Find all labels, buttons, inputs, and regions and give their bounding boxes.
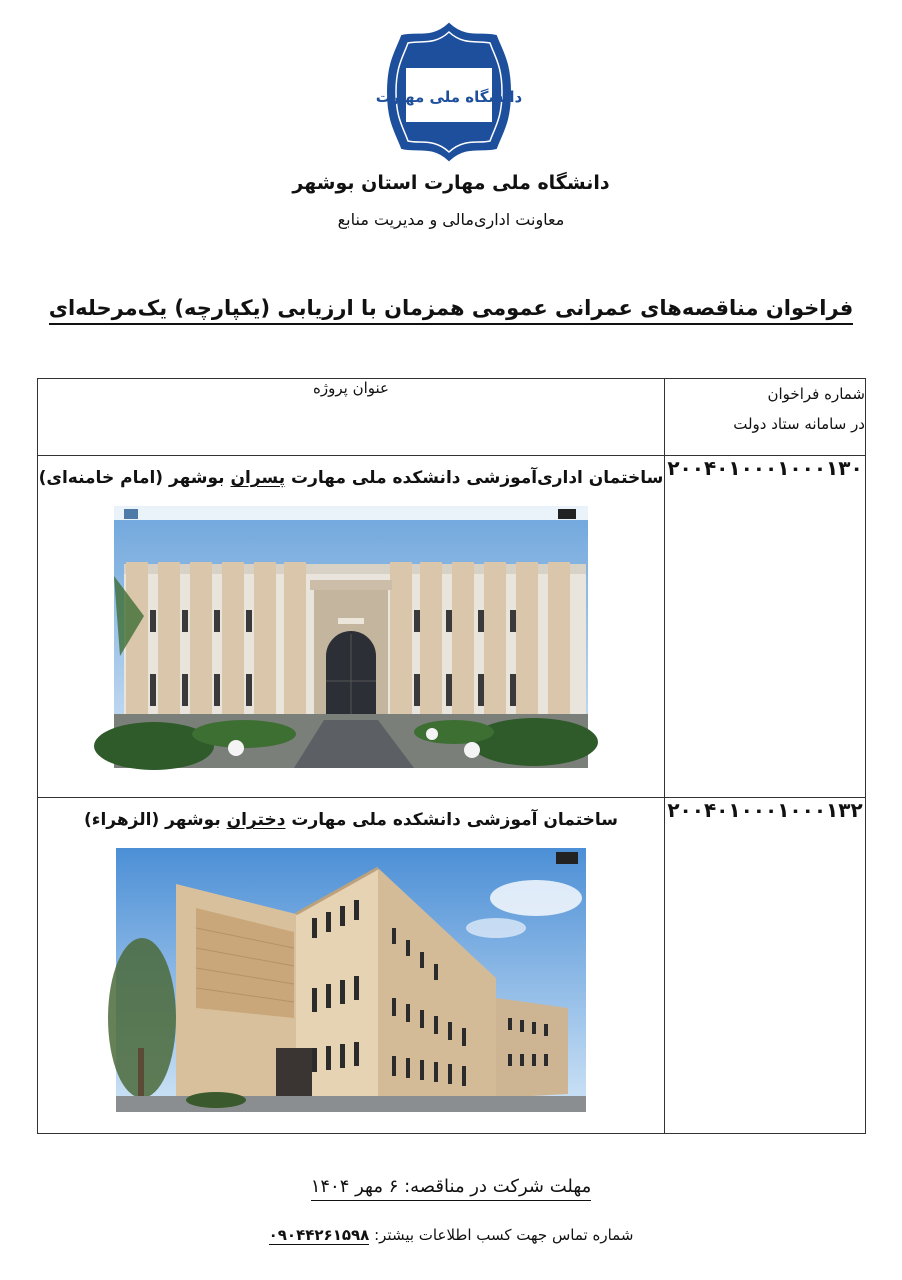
- announcement-title: فراخوان مناقصه‌های عمرانی عمومی همزمان با ارزیابی (یکپارچه) یک‌مرحله‌ای: [0, 296, 902, 320]
- contact-label: شماره تماس جهت کسب اطلاعات بیشتر:: [369, 1226, 634, 1244]
- project-title: ساختمان اداری‌آموزشی دانشکده ملی مهارت پسران بوشهر (امام خامنه‌ای): [38, 468, 664, 488]
- deadline-text: مهلت شرکت در مناقصه: ۶ مهر ۱۴۰۴: [0, 1176, 902, 1197]
- project-title: ساختمان آموزشی دانشکده ملی مهارت دختران بوشهر (الزهراء): [84, 810, 618, 830]
- building-render-image: [114, 506, 588, 768]
- university-logo: [375, 22, 523, 162]
- project-cell: [38, 798, 665, 1134]
- organization-name: دانشگاه ملی مهارت استان بوشهر: [292, 172, 610, 194]
- table-row: [38, 798, 866, 1134]
- building-render-image: [116, 848, 586, 1112]
- project-cell: [38, 456, 665, 798]
- svg-text:دانشگاه ملی مهارت: دانشگاه ملی مهارت: [375, 88, 523, 106]
- organization-department: معاونت اداری‌مالی و مدیریت منابع: [337, 210, 565, 229]
- tender-number: ۲۰۰۴۰۱۰۰۰۱۰۰۰۱۳۰: [665, 456, 866, 798]
- table-row: [38, 456, 866, 798]
- table-header-row: [38, 379, 866, 456]
- tenders-table: [37, 378, 866, 1134]
- contact-info: [0, 1226, 902, 1244]
- contact-phone: ۰۹۰۴۴۲۶۱۵۹۸: [268, 1226, 370, 1244]
- tender-number: ۲۰۰۴۰۱۰۰۰۱۰۰۰۱۳۲: [665, 798, 866, 1134]
- column-header-title: عنوان پروژه: [38, 379, 665, 456]
- column-header-number: شماره فراخوان در سامانه ستاد دولت: [665, 379, 866, 456]
